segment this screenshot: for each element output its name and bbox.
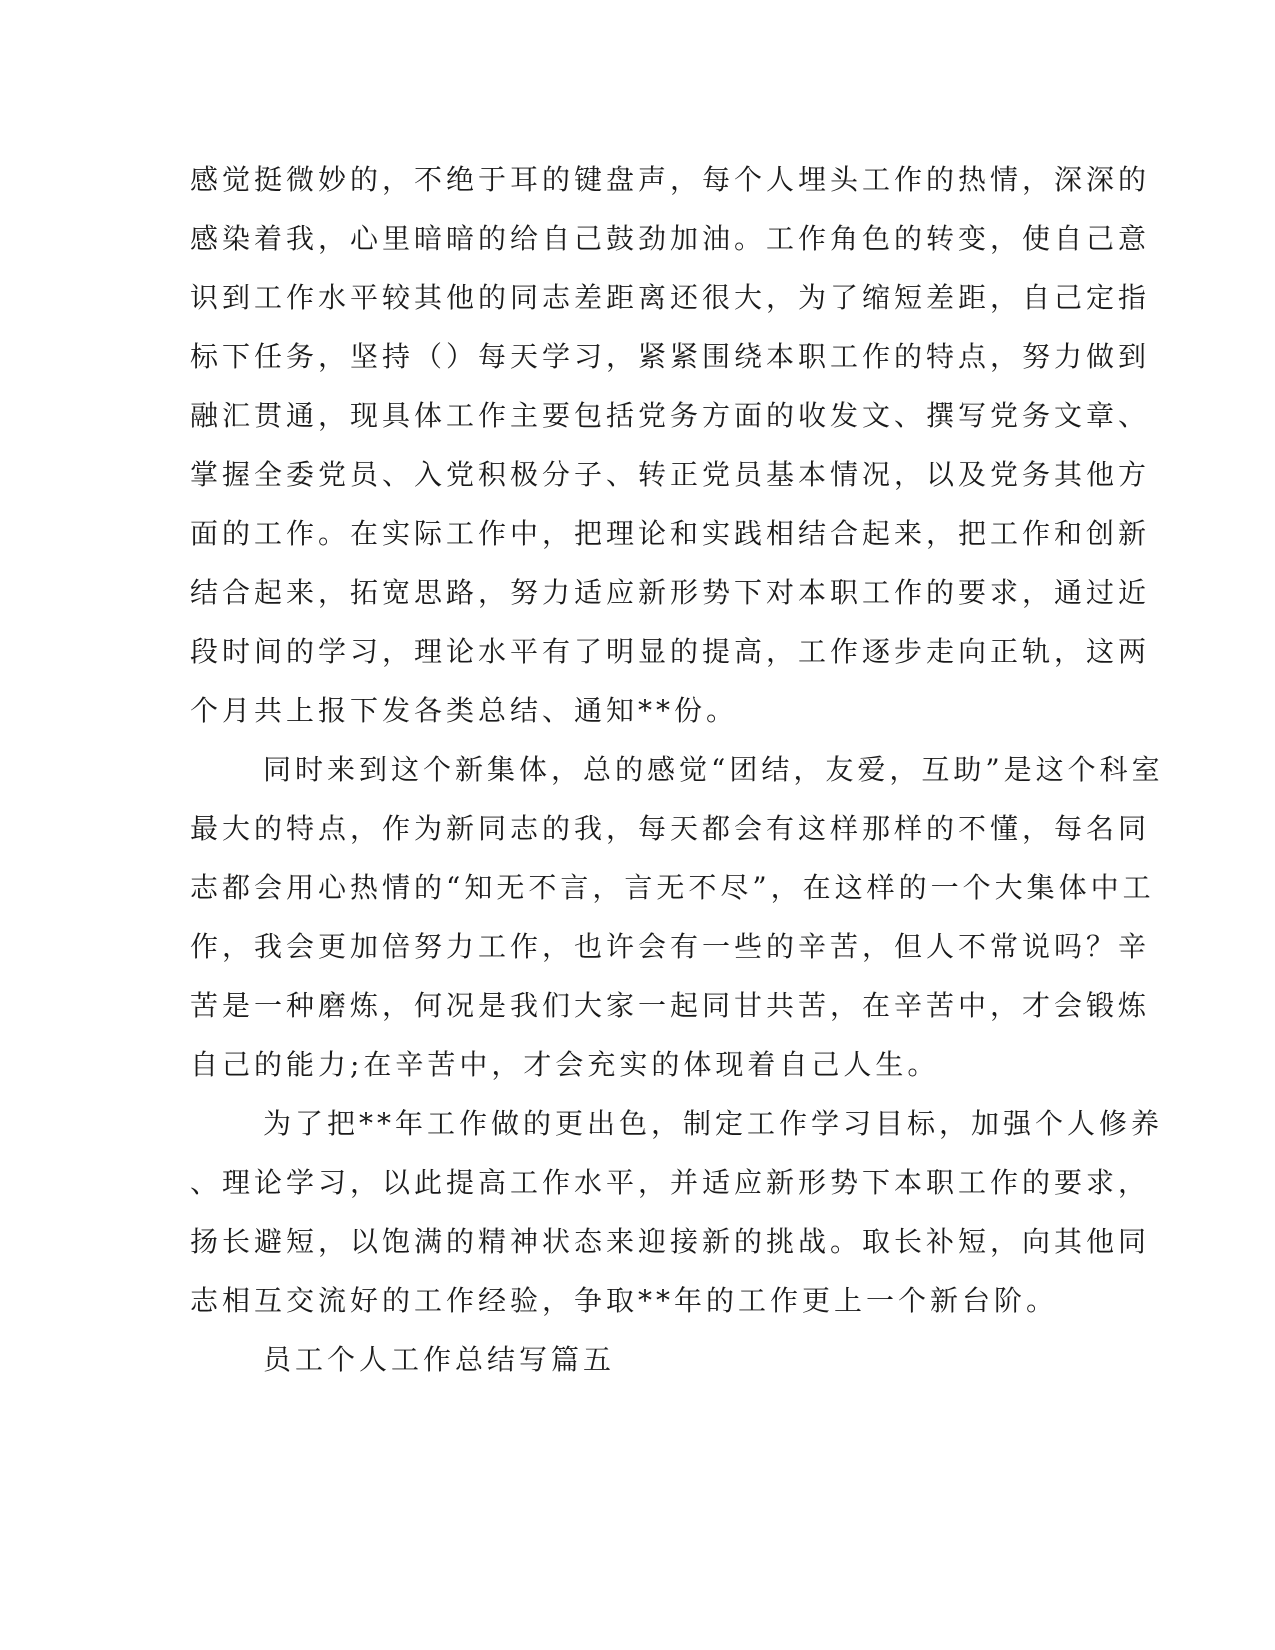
text-line: 掌握全委党员、入党积极分子、转正党员基本情况，以及党务其他方	[190, 458, 1151, 491]
text-line: 苦是一种磨炼，何况是我们大家一起同甘共苦，在辛苦中，才会锻炼	[190, 989, 1151, 1022]
text-line: 最大的特点，作为新同志的我，每天都会有这样那样的不懂，每名同	[190, 812, 1151, 845]
section-heading: 员工个人工作总结写篇五	[263, 1343, 616, 1376]
paragraph-start-line: 同时来到这个新集体，总的感觉“团结，友爱，互助”是这个科室	[263, 753, 1164, 786]
text-line: 感染着我，心里暗暗的给自己鼓劲加油。工作角色的转变，使自己意	[190, 222, 1151, 255]
text-line: 扬长避短，以饱满的精神状态来迎接新的挑战。取长补短，向其他同	[190, 1225, 1151, 1258]
paragraph-start-line: 为了把**年工作做的更出色，制定工作学习目标，加强个人修养	[263, 1107, 1164, 1140]
text-line: 感觉挺微妙的，不绝于耳的键盘声，每个人埋头工作的热情，深深的	[190, 163, 1151, 196]
text-line: 个月共上报下发各类总结、通知**份。	[190, 694, 739, 727]
text-line: 志都会用心热情的“知无不言，言无不尽”，在这样的一个大集体中工	[190, 871, 1155, 904]
text-line: 、理论学习，以此提高工作水平，并适应新形势下本职工作的要求，	[190, 1166, 1151, 1199]
text-line: 自己的能力;在辛苦中，才会充实的体现着自己人生。	[190, 1048, 940, 1081]
text-line: 作，我会更加倍努力工作，也许会有一些的辛苦，但人不常说吗？辛	[190, 930, 1151, 963]
text-line: 识到工作水平较其他的同志差距离还很大，为了缩短差距，自己定指	[190, 281, 1151, 314]
text-line: 段时间的学习，理论水平有了明显的提高，工作逐步走向正轨，这两	[190, 635, 1151, 668]
text-line: 标下任务，坚持（）每天学习，紧紧围绕本职工作的特点，努力做到	[190, 340, 1151, 373]
text-line: 结合起来，拓宽思路，努力适应新形势下对本职工作的要求，通过近	[190, 576, 1151, 609]
text-line: 面的工作。在实际工作中，把理论和实践相结合起来，把工作和创新	[190, 517, 1151, 550]
text-line: 志相互交流好的工作经验，争取**年的工作更上一个新台阶。	[190, 1284, 1059, 1317]
text-line: 融汇贯通，现具体工作主要包括党务方面的收发文、撰写党务文章、	[190, 399, 1151, 432]
